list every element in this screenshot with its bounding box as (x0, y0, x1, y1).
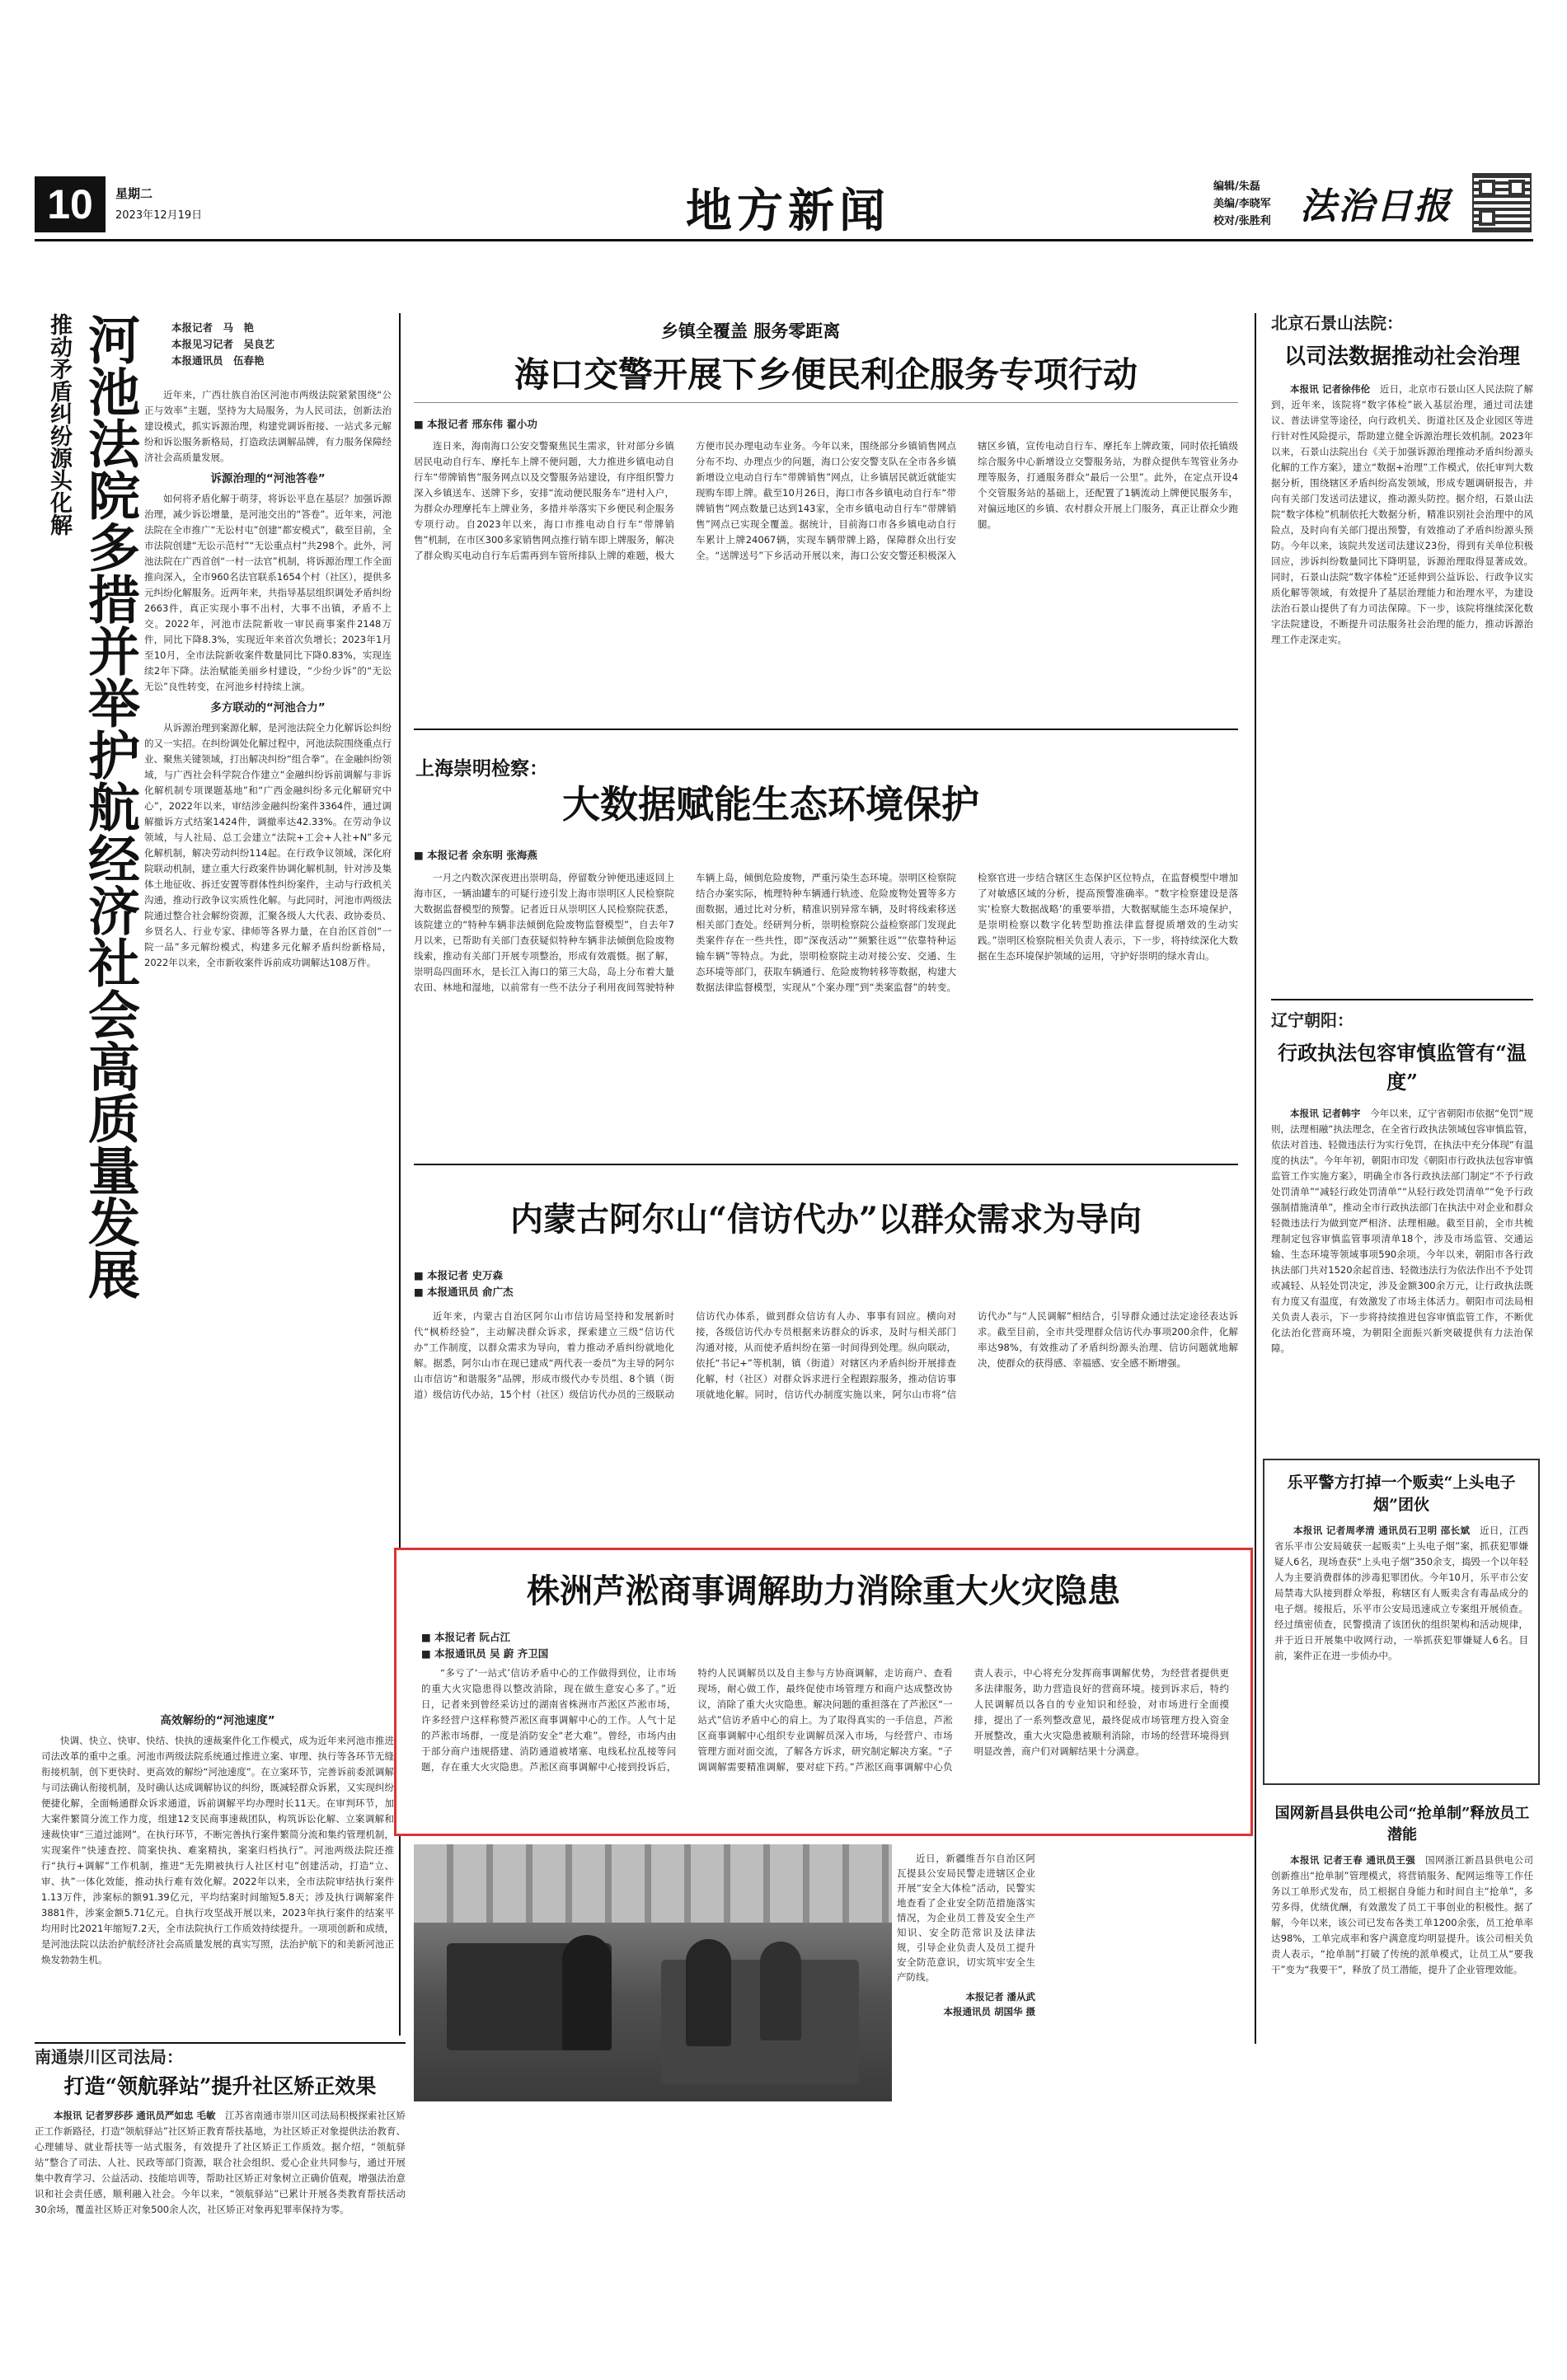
qr-code-icon (1472, 173, 1532, 232)
xinchang-headline: 国网新昌县供电公司“抢单制”释放员工潜能 (1274, 1805, 1530, 1844)
chongming-body: 一月之内数次深夜进出崇明岛，停留数分钟便迅速返回上海市区，一辆油罐车的可疑行迹引发上海市崇明区人民检察院大数据监督模型的预警。记者近日从崇明区人民检察院获悉，该院建立的“特种车辆非法倾倒危险废物监督模型”，自去年7月以来，已帮助有关部门查获疑似特种车辆非法倾倒危险废物线索，推动有关部门开展专项整治，形成有效震慑。据了解，崇明岛四面环水，是长江入海口的第三大岛，岛上分布着大量农田、林地和湿地，以前常有一些不法分子利用夜间驾驶特种车辆上岛，倾倒危险废物，严重污染生态环境。崇明区检察院结合办案实际，梳理特种车辆通行轨迹、危险废物处置等多方面数据，通过比对分析，精准识别异常车辆，及时将线索移送相关部门查处。经研判分析，崇明检察院公益检察部门发现此类案件存在一些共性，即“深夜活动”“频繁往返”“依靠特种运输车辆”等特点。为此，崇明检察院主动对接公安、交通、生态环境等部门，获取车辆通行、危险废物转移等数据，构建大数据法律监督模型，实现从“个案办理”到“类案监督”的转变。检察官进一步结合辖区生态保护区位特点，在监督模型中增加了对敏感区域的分析，提高预警准确率。“数字检察建设是落实‘检察大数据战略’的重要举措，大数据赋能生态环境保护，是崇明检察以数字化转型助推法律监督提质增效的生动实践。”崇明区检察院相关负责人表示，下一步，将持续深化大数据在生态环境保护领域的运用，守护好崇明的绿水青山。 (414, 872, 1238, 993)
brief-shijingshan (1271, 315, 1533, 991)
zhuzhou-headline: 株洲芦淞商事调解助力消除重大火灾隐患 (527, 1572, 1120, 1610)
photo-caption: 近日，新疆维吾尔自治区阿瓦提县公安局民警走进辖区企业开展“安全大体检”活动，民警实地查看了企业安全防范措施落实情况，为企业员工普及安全生产知识、安全防范常识及法律法规，引导企业负责人及员工提升安全防范意识，切实筑牢安全生产防线。 本报记者 潘从武 本报通讯员 胡国华 摄 (897, 1853, 1035, 2017)
story-haikou (414, 313, 1238, 725)
haikou-body: 连日来，海南海口公安交警聚焦民生需求，针对部分乡镇居民电动自行车、摩托车上牌不便问题，大力推进乡镇电动自行车“带牌销售”服务网点以及交警服务站建设，有序组织警力深入乡镇送车、送牌下乡，安排“流动便民服务车”进村入户，为群众办理摩托车上牌业务，多措并举落实下乡便民利企服务专项行动。自2023年以来，海口市推电动自行车“带牌销售”机制，在市区300多家销售网点推行销车即上牌服务，解决了群众购买电动自行车后需再到车管所排队上牌的难题，极大方便市民办理电动车业务。今年以来，围绕部分乡镇销售网点分布不均、办理点少的问题，海口公安交警支队在全市各乡镇新增设立电动自行车“带牌销售”网点，让乡镇居民就近就能实现购车即上牌。截至10月26日，海口市各乡镇电动自行车“带牌销售”网点数量已达到143家，全市乡镇电动自行车“带牌销售”网点已实现全覆盖。据统计，目前海口市各乡镇电动自行车累计上牌24067辆，实现车辆带牌上路，保障群众出行安全。“送牌送号”下乡活动开展以来，海口公安交警还积极深入辖区乡镇，宣传电动自行车、摩托车上牌政策，同时依托镇级综合服务中心新增设立交警服务站，为群众提供车驾管业务办理等服务，打通服务群众“最后一公里”。此外，在定点开设4个交管服务站的基础上，还配置了1辆流动上牌便民服务车，对偏远地区的乡镇、农村群众开展上门服务，真正让群众少跑腿。 (414, 440, 1238, 561)
masthead-rule (35, 239, 1533, 241)
editor-credits: 编辑/朱磊 美编/李晓军 校对/张胜利 (1213, 180, 1271, 227)
zhuzhou-byline: ■ 本报记者 阮占江 ■ 本报通讯员 吴 蔚 齐卫国 (421, 1631, 549, 1660)
haikou-headline: 海口交警开展下乡便民利企服务专项行动 (514, 354, 1138, 395)
shijingshan-headline: 以司法数据推动社会治理 (1283, 344, 1520, 369)
story-arxan (414, 1169, 1238, 1548)
rule (1271, 999, 1533, 1000)
lead-headline: 河池法院多措并举护航经济社会高质量发展 (80, 313, 141, 1300)
chongming-byline: ■ 本报记者 余东明 张海燕 (414, 849, 537, 861)
leping-headline: 乐平警方打掉一个贩卖“上头电子烟”团伙 (1287, 1473, 1516, 1514)
brief-xinchang (1271, 1801, 1533, 2040)
issue-date: 2023年12月19日 (115, 209, 203, 222)
chaoyang-body: 本报讯 记者韩宇 今年以来，辽宁省朝阳市依据“免罚”规则，法理相融“执法理念，在全省行政执法领域包容审慎监管，依法对首违、轻微违法行为实行免罚，在执法中充分体现“有温度的执法”。今年年初，朝阳市印发《朝阳市行政执法包容审慎监管工作实施方案》，明确全市各行政执法部门制定“不予行政处罚清单”“减轻行政处罚清单”“从轻行政处罚清单”“免予行政强制措施清单”，推动全市行政执法部门在执法中对企业和群众轻微违法行为做到宽严相济、法理相融。截至目前，全市共梳理制定包容审慎监管事项清单18个，涉及市场监管、交通运输、生态环境等领域事项590余项。今年以来，朝阳市各行政执法部门共对1520余起首违、轻微违法行为依法作出不予处罚或减轻、从轻处罚决定，涉及金额300余万元，让行政执法既有力度又有温度，有效激发了市场主体活力。朝阳市司法局相关负责人表示，下一步将持续推进包容审慎监管工作，不断优化法治化营商环境，为朝阳全面振兴新突破提供有力法治保障。 (1271, 1108, 1533, 1354)
right-column-rule (1255, 313, 1256, 2044)
chongming-headline: 大数据赋能生态环境保护 (562, 782, 979, 827)
brief-chaoyang (1271, 1012, 1533, 1441)
xinchang-body: 本报讯 记者王春 通讯员王强 国网浙江新昌县供电公司创新推出“抢单制”管理模式，将营销服务、配网运维等工作任务以工单形式发布，员工根据自身能力和时间自主“抢单”，多劳多得，优绩优酬，有效激发了员工干事创业的积极性。据了解，今年以来，该公司已发布各类工单1200余张，员工抢单率达98%，工单完成率和客户满意度均明显提升。该公司相关负责人表示，“抢单制”打破了传统的派单模式，让员工从“要我干”变为“我要干”，释放了员工潜能，提升了企业管理效能。 (1271, 1854, 1533, 1975)
chongchuan-body: 本报讯 记者罗莎莎 通讯员严如忠 毛敏 江苏省南通市崇川区司法局积极探索社区矫正工作新路径，打造“领航驿站”社区矫正教育帮扶基地，为社区矫正对象提供法治教育、心理辅导、就业帮扶等一站式服务，有效提升了社区矫正工作质效。据介绍，“领航驿站”整合了司法、人社、民政等部门资源，联合社会组织、爱心企业共同参与，通过开展集中教育学习、公益活动、技能培训等，帮助社区矫正对象树立正确价值观，增强法治意识和社会责任感，顺利融入社会。今年以来，“领航驿站”已累计开展各类教育帮扶活动30余场，覆盖社区矫正对象500余人次，社区矫正对象再犯罪率保持为零。 (35, 2110, 406, 2215)
masthead (35, 173, 1533, 236)
haikou-kicker: 乡镇全覆盖 服务零距离 (661, 321, 841, 341)
brief-leping (1263, 1459, 1540, 1785)
story-chongming (414, 733, 1238, 1162)
newspaper-logo: 法治日报 (1300, 185, 1452, 227)
rule (414, 1164, 1238, 1165)
chongchuan-region: 南通崇川区司法局： (35, 2047, 183, 2067)
chaoyang-headline: 行政执法包容审慎监管有“温度” (1278, 1041, 1527, 1094)
haikou-byline: ■ 本报记者 邢东伟 翟小功 (414, 418, 537, 430)
weekday: 星期二 (115, 186, 153, 201)
chongming-region: 上海崇明检察： (415, 758, 548, 780)
rule (414, 729, 1238, 730)
lead-kicker: 推动矛盾纠纷源头化解 (46, 313, 72, 536)
rule (414, 402, 1238, 403)
story-zhuzhou (394, 1548, 1253, 1836)
arxan-headline: 内蒙古阿尔山“信访代办”以群众需求为导向 (509, 1200, 1142, 1239)
leping-body: 本报讯 记者周孝清 通讯员石卫明 邵长斌 近日，江西省乐平市公安局破获一起贩卖“上头电子烟”案，抓获犯罪嫌疑人6名，现场查获“上头电子烟”350余支，捣毁一个以年轻人为主要消费群体的涉毒犯罪团伙。今年10月，乐平市公安局禁毒大队接到群众举报，称辖区有人贩卖含有毒品成分的电子烟。接报后，乐平市公安局迅速成立专案组开展侦查。经过缜密侦查，民警摸清了该团伙的组织架构和活动规律，并于近日开展集中收网行动，一举抓获犯罪嫌疑人6名。目前，案件正在进一步侦办中。 (1274, 1525, 1528, 1661)
lead-byline: 本报记者 马 艳 本报见习记者 吴良艺 本报通讯员 伍春艳 (171, 321, 275, 367)
chaoyang-region: 辽宁朝阳： (1271, 1010, 1354, 1030)
arxan-body: 近年来，内蒙古自治区阿尔山市信访局坚持和发展新时代“枫桥经验”，主动解决群众诉求，探索建立三级“信访代办”工作制度，以群众需求为导向，着力推动矛盾纠纷就地化解。据悉，阿尔山市在现已建成“两代表一委员”为主导的阿尔山市信访“和谐服务”品牌，形成市级代办专员组、8个镇（街道）级信访代办站，15个村（社区）级信访代办员的三级联动信访代办体系，做到群众信访有人办、事事有回应。横向对接，各级信访代办专员根据来访群众的诉求，及时与相关部门沟通对接，从而使矛盾纠纷在第一时间得到处理。纵向联动，依托“书记+”等机制，镇（街道）对辖区内矛盾纠纷开展排查化解，村（社区）对群众诉求进行全程跟踪服务，推动信访事项就地化解。同时，信访代办制度实施以来，阿尔山市将“信访代办”与“人民调解”相结合，引导群众通过法定途径表达诉求。截至目前，全市共受理群众信访代办事项200余件，化解率达98%，有效推动了矛盾纠纷源头治理、信访问题就地解决，使群众的获得感、幸福感、安全感不断增强。 (414, 1310, 1238, 1400)
page-number-badge: 10 (35, 176, 106, 232)
shijingshan-region: 北京石景山法院： (1271, 313, 1403, 333)
lead-col-1: 近年来，广西壮族自治区河池市两级法院紧紧围绕“公正与效率”主题，坚持为大局服务，为人民司法，创新法治建设模式，抓实诉源治理，构建党调诉衔接、一站式多元解纷和诉讼服务新格局，打造政法调解品牌，有力服务保障经济社会高质量发展。 诉源治理的“河池答卷” 如何将矛盾化解于萌芽，将诉讼平息在基层？加强诉源治理，减少诉讼增量，是河池交出的“答卷”。近年来，河池法院在全市推广“无讼村屯”创建“都安模式”，截至目前，全市法院创建“无讼示范村”“无讼重点村”共298个。此外，河池法院在广西首创“一村一法官”机制，将诉源治理工作全面推向深入，全市960名法官联系1654个村（社区），提供多元纠纷化解服务。近两年来，共指导基层组织调处矛盾纠纷2663件，真正实现小事不出村，大事不出镇，矛盾不上交。2022年，河池市法院新收一审民商事案件2148万件，同比下降8.3%，实现近年来首次负增长；2023年1月至10月，全市法院新收案件数量同比下降0.83%，实现连续2年下降。法治赋能美丽乡村建设，“少纷少诉”的“无讼无讼”良性转变，在河池乡村持续上演。 多方联动的“河池合力” 从诉源治理到案源化解，是河池法院全力化解诉讼纠纷的又一实招。在纠纷调处化解过程中，河池法院围绕重点行业、聚焦关键领域，打出解决纠纷“组合拳”。在金融纠纷领域，与广西社会科学院合作建立“金融纠纷诉前调解与非诉化解机制专项课题基地”和“广西金融纠纷多元化解研究中心”，2022年以来，审结涉金融纠纷案件3364件，通过调解撤诉方式结案1424件，调撤率达42.33%。在劳动争议领域，与人社局、总工会建立“法院+工会+人社+N”多元化解机制，解决劳动纠纷114起。在行政争议领域，深化府院联动机制，建立重大行政案件协调化解机制，针对涉及集体土地征收、拆迁安置等群体性纠纷案件，主动与行政机关沟通，推动行政争议实质性化解。与此同时，河池市两级法院通过整合社会解纷资源，汇聚各级人大代表、政协委员、乡贤名人、行业专家、律师等各界力量，在自治区首创“一院一品”多元解纷模式，构建多元化解矛盾纠纷新格局，2022年以来，全市新收案件诉前成功调解达108万件。 (144, 389, 392, 968)
section-title: 地方新闻 (686, 184, 890, 238)
shijingshan-body: 本报讯 记者徐伟伦 近日，北京市石景山区人民法院了解到，近年来，该院将“数字体检”嵌入基层治理，通过司法建议、普法讲堂等途径，向行政机关、街道社区及企业园区等进行针对性风险提示，帮助建立健全诉源治理长效机制。2023年以来，石景山法院出台《关于加强诉源治理推动矛盾纠纷源头化解的工作方案》，建立“数据+治理”工作模式，依托审判大数据分析，围绕辖区矛盾纠纷高发领域，形成专题调研报告，并向有关部门发送司法建议，推动源头防控。据介绍，石景山法院“数字体检”机制依托大数据分析，精准识别社会治理中的风险点，及时向有关部门提出预警，有效推动了矛盾纠纷源头预防。今年以来，该院共发送司法建议23份，得到有关单位积极回应，涉诉纠纷数量同比下降明显，诉源治理取得显著成效。同时，石景山法院“数字体检”还延伸到公益诉讼、行政争议实质化解等领域，有效提升了基层治理能力和治理水平，为建设法治石景山提供了有力司法保障。下一步，该院将继续深化数字法院建设，不断提升司法服务社会治理的能力，推动诉源治理工作走深走实。 (1271, 383, 1533, 645)
lead-col-2: 高效解纷的“河池速度” 快调、快立、快审、快结、快执的速裁案件化工作模式，成为近年来河池市推进司法改革的重中之重。河池市两级法院系统通过推进立案、审理、执行等各环节无缝衔接机制，创下更快时、更高效的解纷“河池速度”。在立案环节，完善诉前委派调解与司法确认衔接机制，及时确认达成调解协议的纠纷，既减轻群众诉累，又实现纠纷便捷化解，全面畅通群众诉求通道，诉前调解平均办理时长11天。在审判环节，加大案件繁简分流工作力度，组建12支民商事速裁团队，构筑诉讼化解、立案调解和速裁快审“三道过滤网”。在执行环节，不断完善执行案件繁简分流和集约管理机制，实现案件“快速查控、简案快执、难案精执，案案归档执行”。河池两级法院还推行“执行+调解”工作机制，推进“无先期被执行人社区村屯”创建活动，打造“立、审、执”一体化效能，推动执行难有效化解。2022年以来，全市法院审结执行案件1.13万件，涉案标的额91.39亿元，平均结案时间缩短5.8天；涉及执行调解案件3881件，涉案金额5.71亿元。自执行攻坚战开展以来，2023年执行案件的结案平均用时比2021年缩短7.2天，全市法院执行工作质效持续提升。一项项创新和成绩，是河池法院以法治护航经济社会高质量发展的真实写照，法治护航下的和美新河池正焕发勃勃生机。 (41, 1714, 394, 1965)
brief-chongchuan (35, 2049, 406, 2362)
arxan-byline: ■ 本报记者 史万森 ■ 本报通讯员 俞广杰 (414, 1269, 514, 1298)
news-photo (414, 1844, 892, 2101)
zhuzhou-body: “多亏了‘一站式’信访矛盾中心的工作做得到位，让市场的重大火灾隐患得以整改消除，现在做生意安心多了。”近日，记者来到曾经采访过的湖南省株洲市芦淞区芦淞市场，许多经营户这样称赞芦淞区商事调解中心的工作。人气十足的芦淞市场群，一度是消防安全“老大难”。曾经，市场内由于部分商户违规搭建、消防通道被堵塞、电线私拉乱接等问题，存在重大火灾隐患。芦淞区商事调解中心接到投诉后，特约人民调解员以及自主参与方协商调解，走访商户、查看现场，耐心做工作，最终促使市场管理方和商户达成整改协议，消除了重大火灾隐患。解决问题的重担落在了芦淞区“一站式”信访矛盾中心的肩上。为了取得真实的一手信息，芦淞区商事调解中心组织专业调解员深入市场，与经营户、市场管理方面对面交流，了解各方诉求，研究制定解决方案。“子调调解需要精准调解，要对症下药。”芦淞区商事调解中心负责人表示，中心将充分发挥商事调解优势，为经营者提供更多法律服务，助力营造良好的营商环境。接到诉求后，特约人民调解员以各自的专业知识和经验，对市场进行全面摸排，提出了一系列整改意见，最终促成市场管理方投入资金开展整改，重大火灾隐患被顺利消除，市场的经营环境得到明显改善，商户们对调解结果十分满意。 (421, 1667, 1229, 1773)
rule (35, 2042, 406, 2044)
chongchuan-headline: 打造“领航驿站”提升社区矫正效果 (63, 2074, 377, 2098)
